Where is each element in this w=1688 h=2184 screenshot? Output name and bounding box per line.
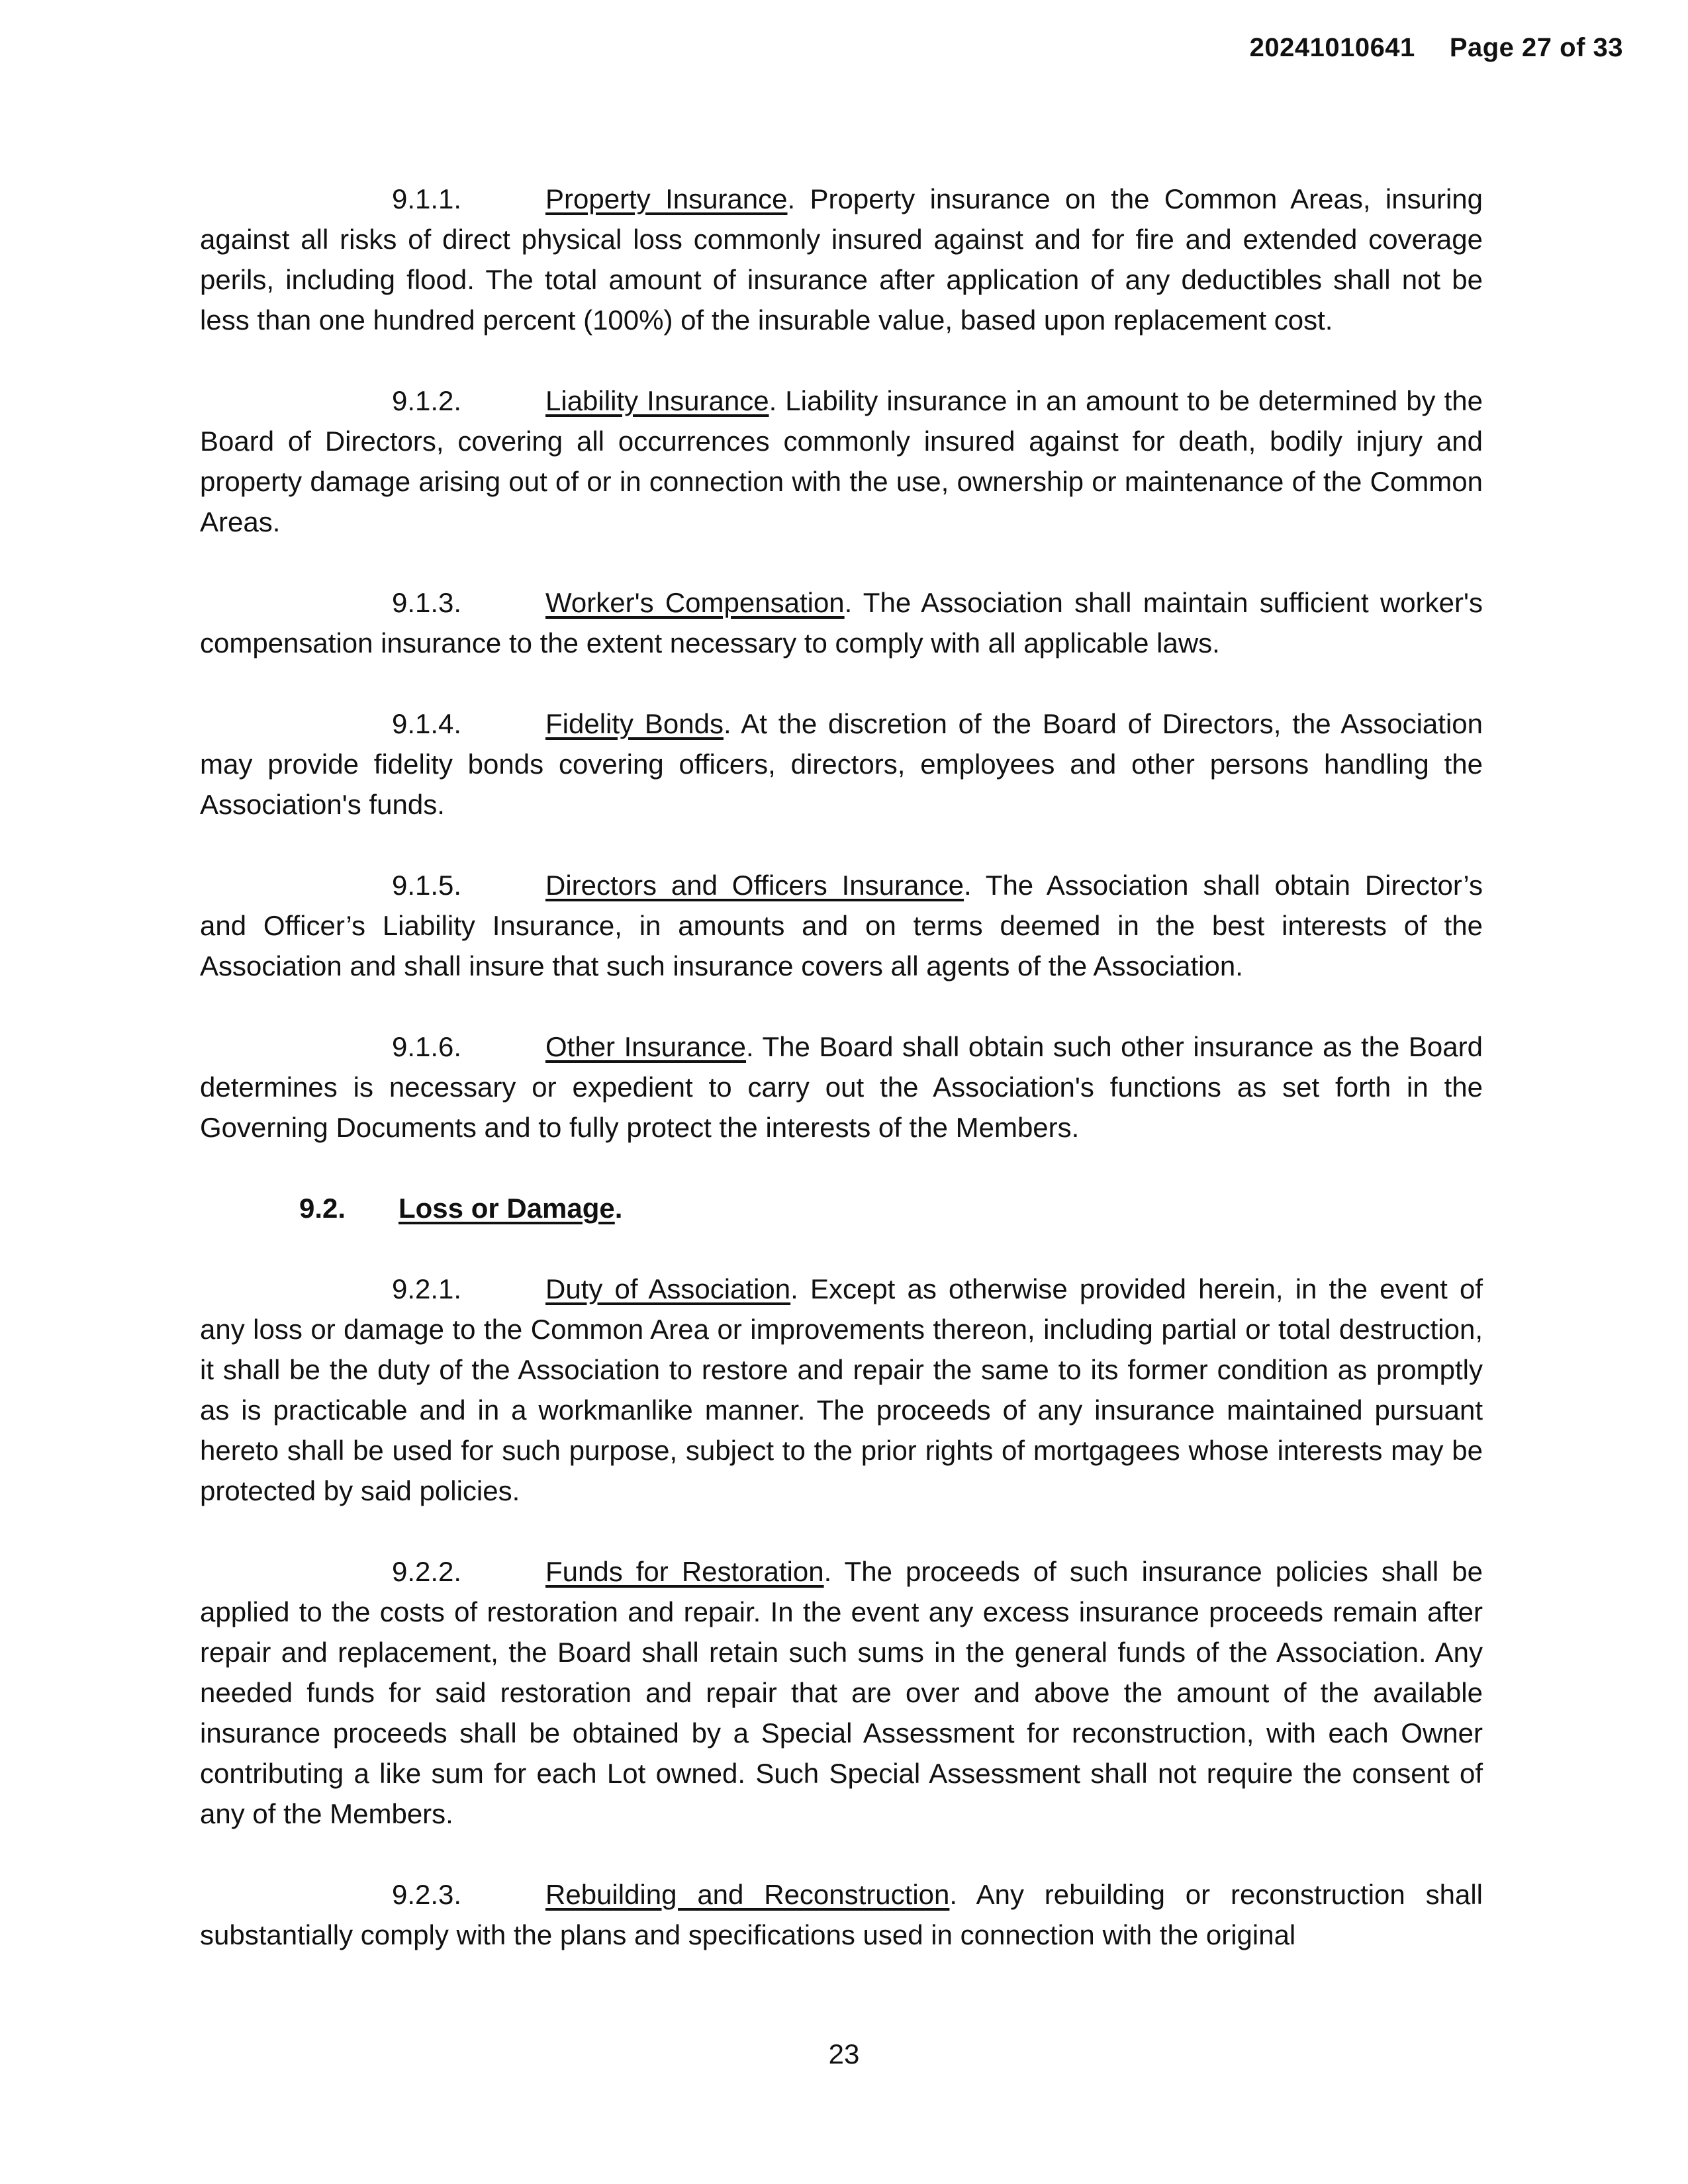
page-number: 23: [828, 2038, 860, 2070]
document-body: [200, 179, 1483, 1995]
paragraph-9-1-2: [200, 381, 1483, 542]
page-count-label: Page 27 of 33: [1449, 33, 1623, 62]
section-title: Loss or Damage: [399, 1193, 615, 1224]
paragraph-text: . At the discretion of the Board of Directors, the Association may provide fidelity bonds covering officers, directors, employees and other persons handling the Association's funds.: [200, 708, 1483, 820]
paragraph-number: 9.1.6.: [392, 1031, 462, 1062]
paragraph-9-1-1: [200, 179, 1483, 340]
paragraph-number: 9.2.2.: [392, 1556, 462, 1587]
section-number: 9.2.: [299, 1193, 346, 1224]
paragraph-title: Directors and Officers Insurance: [545, 870, 964, 901]
paragraph-number: 9.1.3.: [392, 587, 462, 618]
paragraph-title: Fidelity Bonds: [545, 708, 724, 739]
paragraph-text: . Any rebuilding or reconstruction shall substantially comply with the plans and specifications used in connection with the original: [200, 1879, 1483, 1950]
paragraph-number: 9.2.1.: [392, 1273, 462, 1304]
paragraph-9-1-6: [200, 1026, 1483, 1148]
paragraph-text: . Liability insurance in an amount to be determined by the Board of Directors, covering all occurrences commonly insured against for death, bodily injury and property damage arising out of or in connection with the use, ownership or maintenance of the Common Areas.: [200, 385, 1483, 537]
paragraph-title: Liability Insurance: [545, 385, 769, 416]
section-title-suffix: .: [614, 1193, 623, 1224]
paragraph-text: . The Board shall obtain such other insurance as the Board determines is necessary or expedient to carry out the Association's functions as set forth in the Governing Documents and to fully protect the interests of the Members.: [200, 1031, 1483, 1143]
paragraph-number: 9.2.3.: [392, 1879, 462, 1910]
paragraph-number: 9.1.1.: [392, 183, 462, 214]
paragraph-9-2-2: [200, 1551, 1483, 1834]
paragraph-text: . Except as otherwise provided herein, in the event of any loss or damage to the Common Area or improvements thereon, including partial or total destruction, it shall be the duty of the Association to restore and repair the same to its former condition as promptly as is practicable and in a workmanlike manner. The proceeds of any insurance maintained pursuant hereto shall be used for such purpose, subject to the prior rights of mortgagees whose interests may be protected by said policies.: [200, 1273, 1483, 1506]
section-heading-9-2: [200, 1188, 1483, 1228]
paragraph-title: Funds for Restoration: [545, 1556, 824, 1587]
paragraph-text: . The proceeds of such insurance policies shall be applied to the costs of restoration and repair. In the event any excess insurance proceeds remain after repair and replacement, the Board shall retain such sums in the general funds of the Association. Any needed funds for said restoration and repair that are over and above the amount of the available insurance proceeds shall be obtained by a Special Assessment for reconstruction, with each Owner contributing a like sum for each Lot owned. Such Special Assessment shall not require the consent of any of the Members.: [200, 1556, 1483, 1829]
paragraph-9-1-5: [200, 865, 1483, 986]
paragraph-text: . The Association shall obtain Director’s and Officer’s Liability Insurance, in amounts and on terms deemed in the best interests of the Association and shall insure that such insurance covers all agents of the Association.: [200, 870, 1483, 981]
paragraph-text: . The Association shall maintain sufficient worker's compensation insurance to the extent necessary to comply with all applicable laws.: [200, 587, 1483, 659]
paragraph-title: Rebuilding and Reconstruction: [545, 1879, 950, 1910]
paragraph-title: Worker's Compensation: [545, 587, 845, 618]
paragraph-title: Other Insurance: [545, 1031, 747, 1062]
recording-number: 20241010641: [1249, 33, 1415, 62]
paragraph-number: 9.1.2.: [392, 385, 462, 416]
document-header: [1250, 33, 1623, 63]
paragraph-number: 9.1.5.: [392, 870, 462, 901]
paragraph-9-1-4: [200, 704, 1483, 825]
paragraph-9-2-3: [200, 1874, 1483, 1955]
paragraph-9-2-1: [200, 1269, 1483, 1511]
paragraph-text: . Property insurance on the Common Areas, insuring against all risks of direct physical loss commonly insured against and for fire and extended coverage perils, including flood. The total amount of insurance after application of any deductibles shall not be less than one hundred percent (100%) of the insurable value, based upon replacement cost.: [200, 183, 1483, 336]
paragraph-title: Property Insurance: [545, 183, 788, 214]
paragraph-title: Duty of Association: [545, 1273, 791, 1304]
paragraph-9-1-3: [200, 582, 1483, 663]
paragraph-number: 9.1.4.: [392, 708, 462, 739]
